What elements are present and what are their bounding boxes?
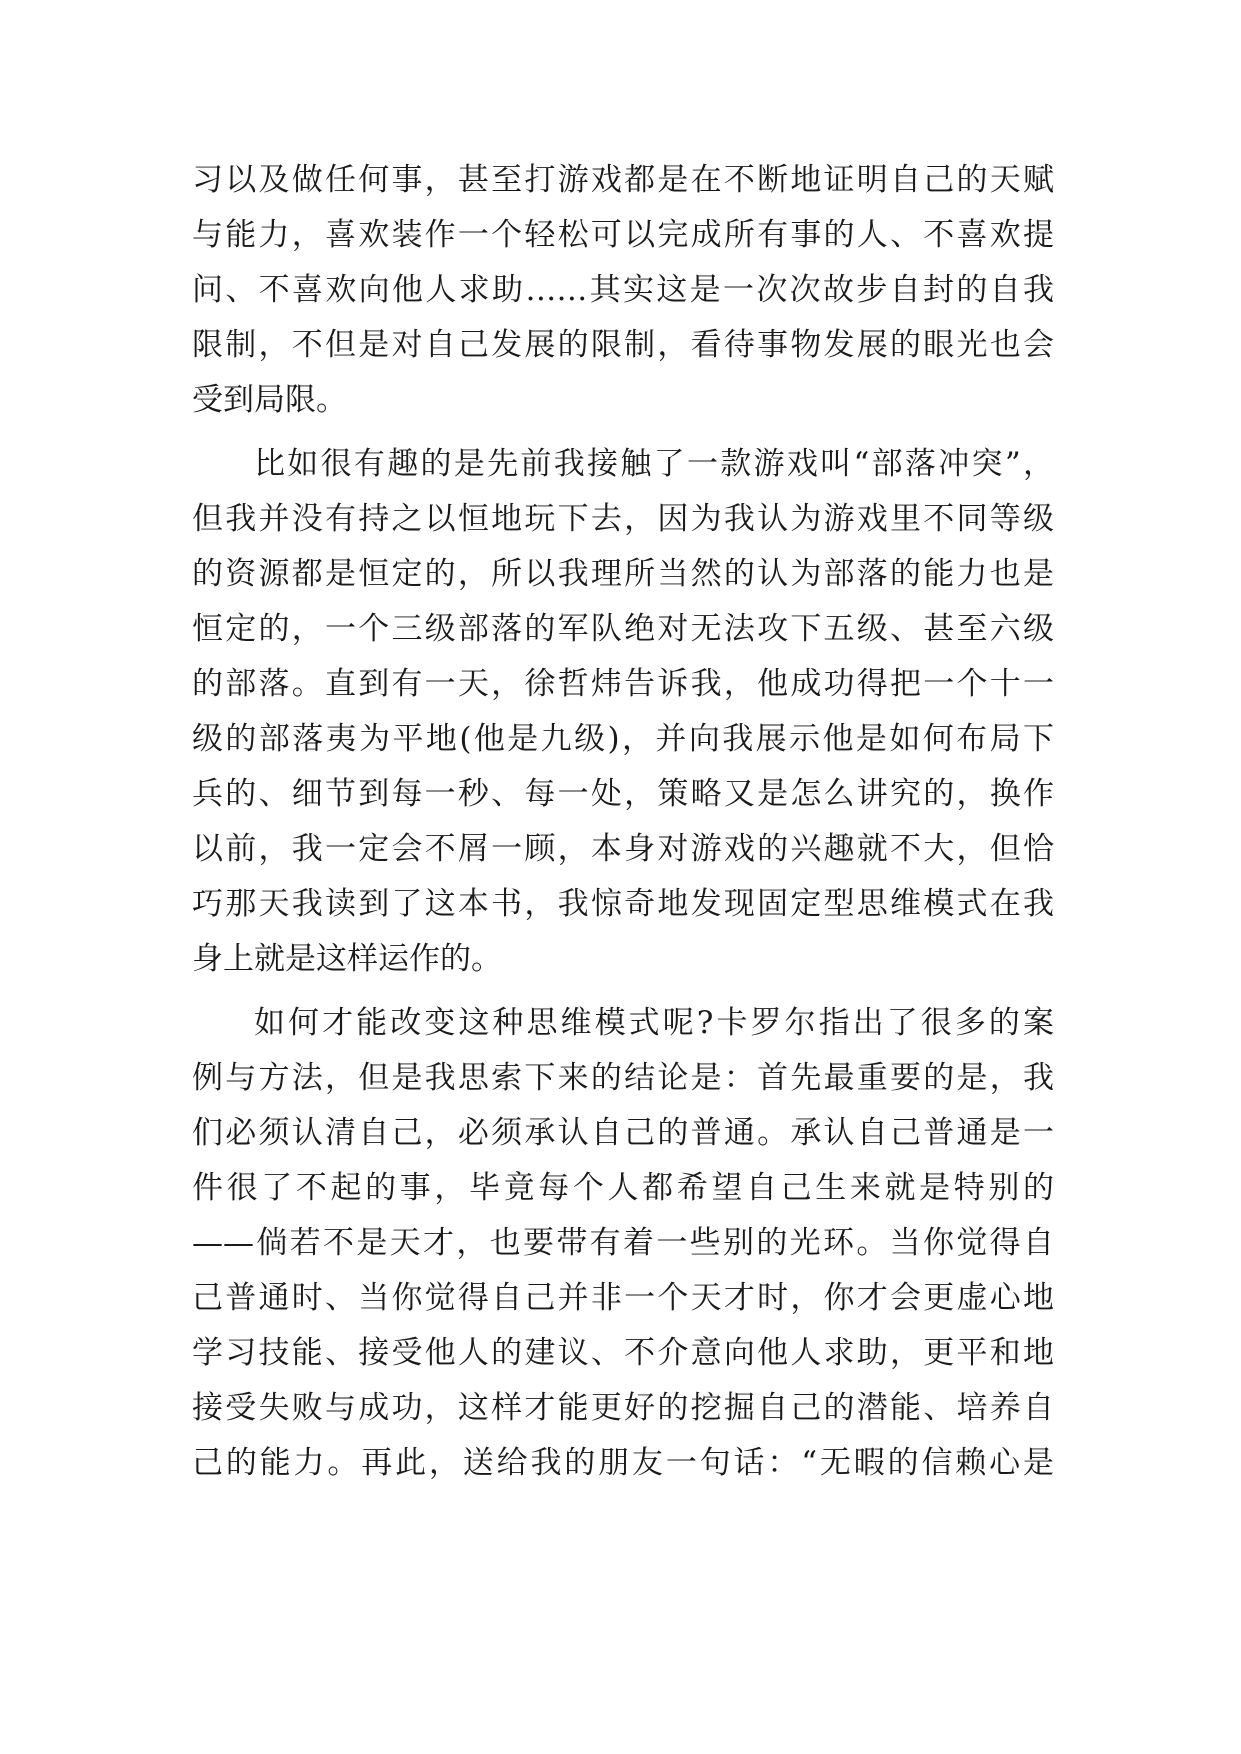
text-line: 以前，我一定会不屑一顾，本身对游戏的兴趣就不大，但恰 xyxy=(192,831,1054,867)
text-line: 的部落。直到有一天，徐哲炜告诉我，他成功得把一个十一 xyxy=(192,666,1054,702)
text-line: 恒定的，一个三级部落的军队绝对无法攻下五级、甚至六级 xyxy=(192,611,1054,647)
text-line: 例与方法，但是我思索下来的结论是：首先最重要的是，我 xyxy=(192,1060,1054,1096)
paragraph-first-line: 比如很有趣的是先前我接触了一款游戏叫“部落冲突”， xyxy=(254,446,1054,482)
text-line: 习以及做任何事，甚至打游戏都是在不断地证明自己的天赋 xyxy=(192,162,1054,198)
text-line: 级的部落夷为平地(他是九级)，并向我展示他是如何布局下 xyxy=(192,721,1054,757)
text-line: 兵的、细节到每一秒、每一处，策略又是怎么讲究的，换作 xyxy=(192,776,1054,812)
text-line: 问、不喜欢向他人求助……其实这是一次次故步自封的自我 xyxy=(192,272,1054,308)
text-line: 受到局限。 xyxy=(192,382,347,418)
paragraph-first-line: 如何才能改变这种思维模式呢?卡罗尔指出了很多的案 xyxy=(254,1005,1054,1041)
text-line: 但我并没有持之以恒地玩下去，因为我认为游戏里不同等级 xyxy=(192,501,1054,537)
text-line: 学习技能、接受他人的建议、不介意向他人求助，更平和地 xyxy=(192,1335,1054,1371)
text-line: 己的能力。再此，送给我的朋友一句话：“无暇的信赖心是 xyxy=(192,1445,1054,1481)
text-line: 接受失败与成功，这样才能更好的挖掘自己的潜能、培养自 xyxy=(192,1390,1054,1426)
text-line: 限制，不但是对自己发展的限制，看待事物发展的眼光也会 xyxy=(192,327,1054,363)
text-line: 巧那天我读到了这本书，我惊奇地发现固定型思维模式在我 xyxy=(192,886,1054,922)
text-line: ——倘若不是天才，也要带有着一些别的光环。当你觉得自 xyxy=(192,1225,1054,1261)
text-line: 身上就是这样运作的。 xyxy=(192,941,502,977)
text-line: 己普通时、当你觉得自己并非一个天才时，你才会更虚心地 xyxy=(192,1280,1054,1316)
text-line: 件很了不起的事，毕竟每个人都希望自己生来就是特别的 xyxy=(192,1170,1054,1206)
text-line: 们必须认清自己，必须承认自己的普通。承认自己普通是一 xyxy=(192,1115,1054,1151)
text-line: 与能力，喜欢装作一个轻松可以完成所有事的人、不喜欢提 xyxy=(192,217,1054,253)
text-line: 的资源都是恒定的，所以我理所当然的认为部落的能力也是 xyxy=(192,556,1054,592)
